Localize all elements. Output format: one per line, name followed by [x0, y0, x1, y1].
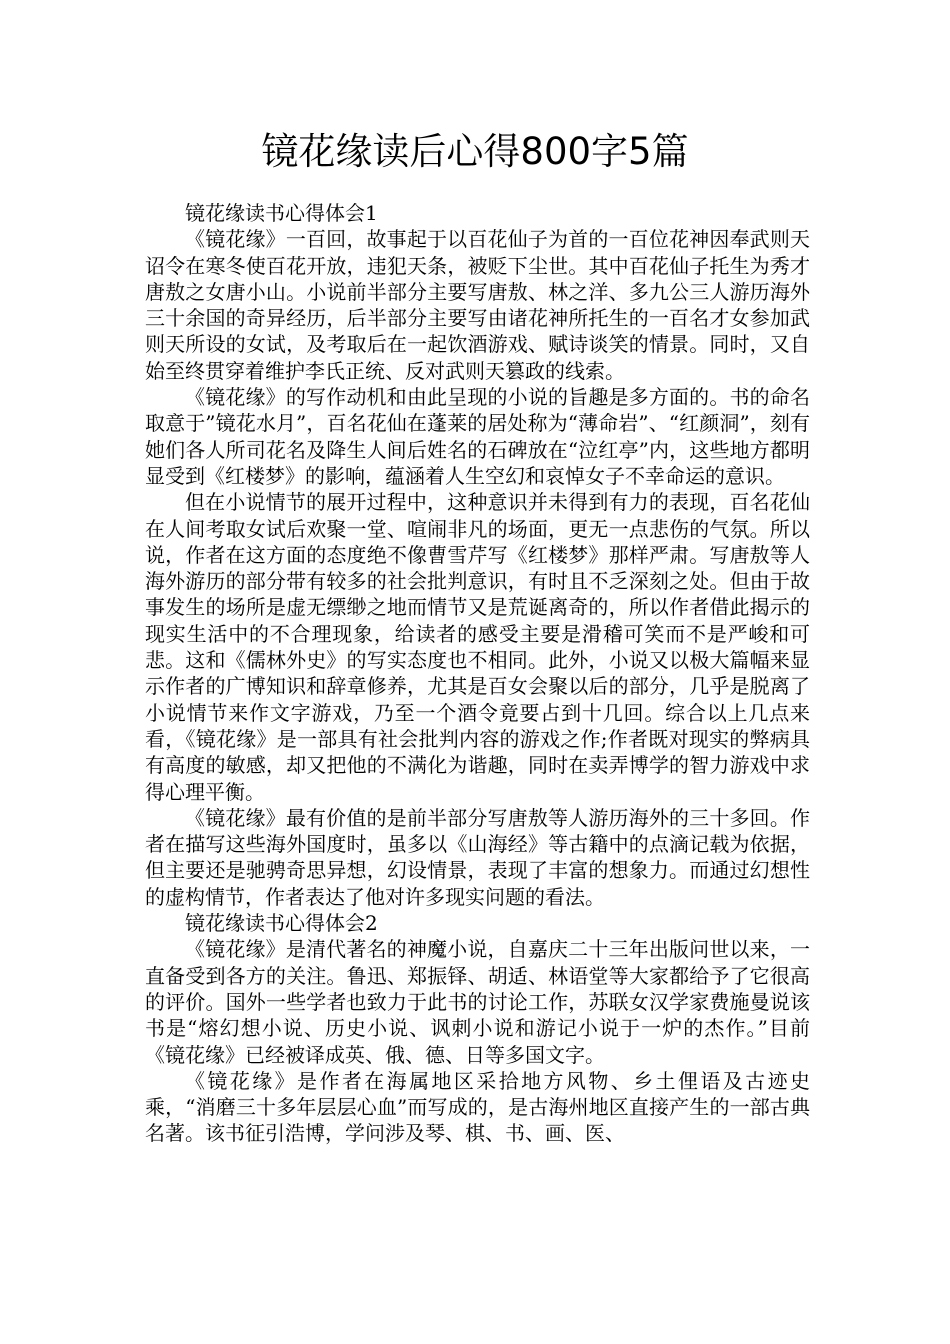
- document-title: 镜花缘读后心得800字5篇: [261, 130, 689, 173]
- paragraph: 《镜花缘》是清代著名的神魔小说，自嘉庆二十三年出版问世以来，一直备受到各方的关注。鲁迅、郑振铎、胡适、林语堂等大家都给予了它很高的评价。国外一些学者也致力于此书的讨论工作，苏联女汉学家费施曼说该书是“熔幻想小说、历史小说、讽刺小说和游记小说于一炉的杰作。”目前《镜花缘》已经被译成英、俄、德、日等多国文字。: [145, 937, 810, 1067]
- paragraph: 《镜花缘》是作者在海属地区采拾地方风物、乡土俚语及古迹史乘，“消磨三十多年层层心血”而写成的，是古海州地区直接产生的一部古典名著。该书征引浩博，学问涉及琴、棋、书、画、医、: [145, 1068, 810, 1146]
- document-body: [145, 200, 810, 1147]
- paragraph: 《镜花缘》的写作动机和由此呈现的小说的旨趣是多方面的。书的命名取意于”镜花水月”，百名花仙在蓬莱的居处称为“薄命岩”、“红颜洞”，刻有她们各人所司花名及降生人间后姓名的石碑放在“泣红亭”内，这些地方都明显受到《红楼梦》的影响，蕴涵着人生空幻和哀悼女子不幸命运的意识。: [145, 385, 810, 488]
- section-heading-1: 镜花缘读书心得体会1: [185, 201, 378, 225]
- section-heading-2: 镜花缘读书心得体会2: [185, 911, 378, 936]
- paragraph: 《镜花缘》一百回，故事起于以百花仙子为首的一百位花神因奉武则天诏令在寒冬使百花开放，违犯天条，被贬下尘世。其中百花仙子托生为秀才唐敖之女唐小山。小说前半部分主要写唐敖、林之洋、多九公三人游历海外三十余国的奇异经历，后半部分主要写由诸花神所托生的一百名才女参加武则天所设的女试，及考取后在一起饮酒游戏、赋诗谈笑的情景。同时，又自始至终贯穿着维护李氏正统、反对武则天篡政的线索。: [145, 227, 810, 383]
- paragraph: 《镜花缘》最有价值的是前半部分写唐敖等人游历海外的三十多回。作者在描写这些海外国度时，虽多以《山海经》等古籍中的点滴记载为依据，但主要还是驰骋奇思异想，幻设情景，表现了丰富的想象力。而通过幻想性的虚构情节，作者表达了他对许多现实问题的看法。: [145, 805, 810, 909]
- paragraph: 但在小说情节的展开过程中，这种意识并未得到有力的表现，百名花仙在人间考取女试后欢聚一堂、喧闹非凡的场面，更无一点悲伤的气氛。所以说，作者在这方面的态度绝不像曹雪芹写《红楼梦》那样严肃。写唐敖等人海外游历的部分带有较多的社会批判意识，有时且不乏深刻之处。但由于故事发生的场所是虚无缥缈之地而情节又是荒诞离奇的，所以作者借此揭示的现实生活中的不合理现象，给读者的感受主要是滑稽可笑而不是严峻和可悲。这和《儒林外史》的写实态度也不相同。此外，小说又以极大篇幅来显示作者的广博知识和辞章修养，尤其是百女会聚以后的部分，几乎是脱离了小说情节来作文字游戏，乃至一个酒令竟要占到十几回。综合以上几点来看，《镜花缘》是一部具有社会批判内容的游戏之作;作者既对现实的弊病具有高度的敏感，却又把他的不满化为谐趣，同时在卖弄博学的智力游戏中求得心理平衡。: [145, 490, 810, 804]
